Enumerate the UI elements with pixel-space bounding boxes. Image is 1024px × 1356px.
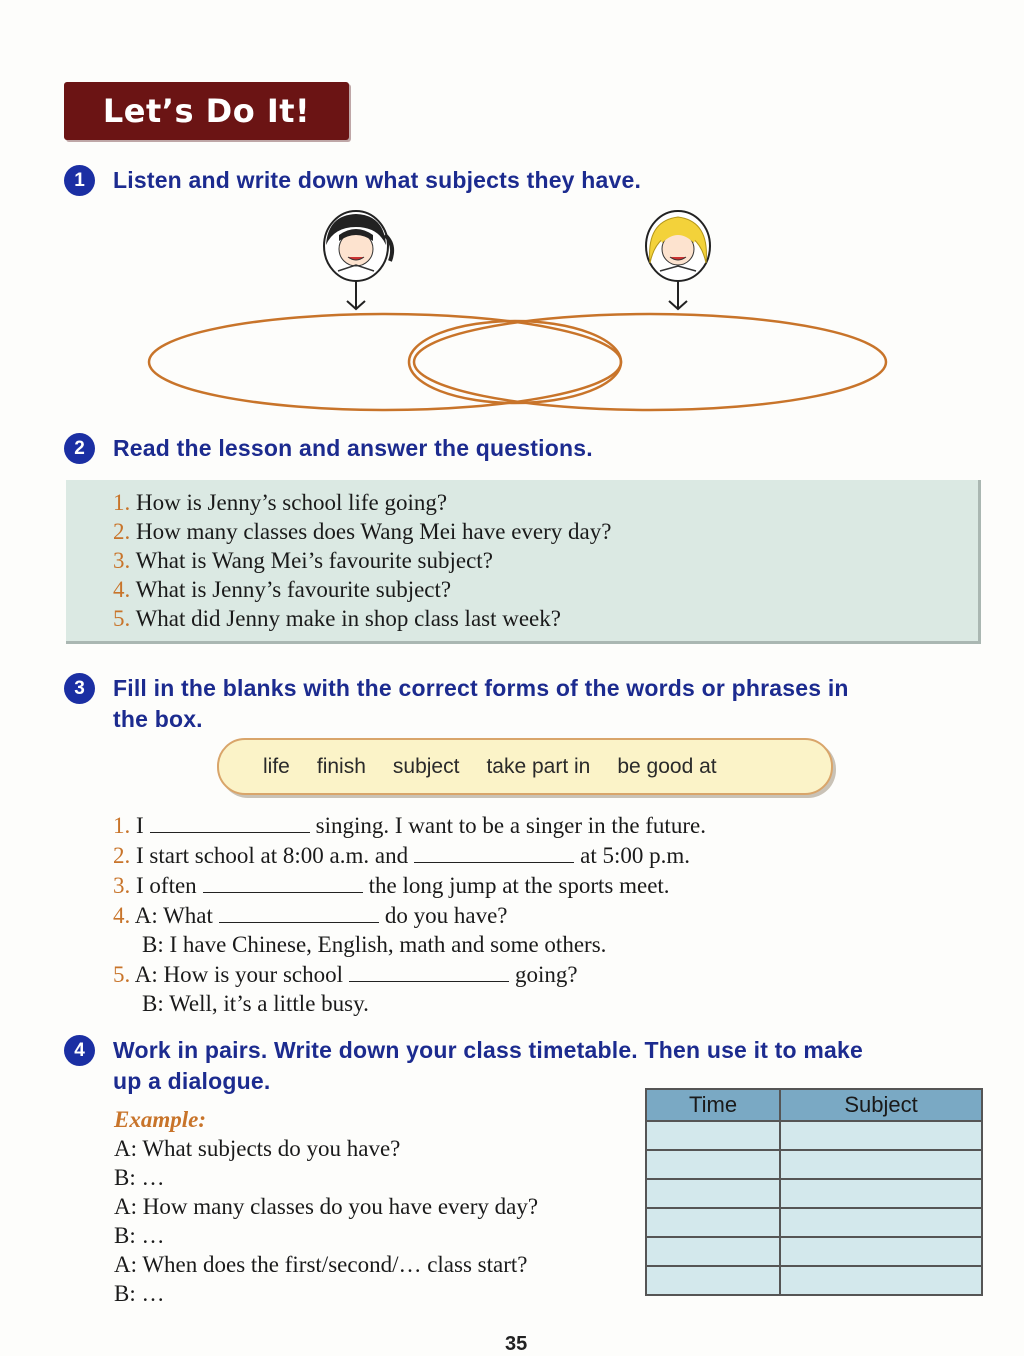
venn-left-ellipse <box>149 314 621 410</box>
example-title: Example: <box>114 1107 206 1132</box>
fill-line: B: Well, it’s a little busy. <box>142 991 369 1016</box>
dialogue-line: A: When does the first/second/… class start? <box>114 1252 528 1277</box>
fill-line: 1. I singing. I want to be a singer in the future. <box>113 810 813 840</box>
section-3-heading <box>64 673 849 735</box>
question-item: 1. How is Jenny’s school life going? <box>113 490 448 515</box>
section-4-instruction: Work in pairs. Write down your class timetable. Then use it to make up a dialogue. <box>113 1037 864 1094</box>
venn-diagram <box>140 205 900 420</box>
page-number: 35 <box>505 1333 528 1355</box>
timetable-row <box>646 1208 982 1237</box>
question-item: 2. How many classes does Wang Mei have every day? <box>113 519 612 544</box>
dialogue-line: B: … <box>114 1281 165 1306</box>
timetable-subject-cell[interactable] <box>780 1179 982 1208</box>
section-banner <box>64 82 349 140</box>
timetable-subject-cell[interactable] <box>780 1121 982 1150</box>
questions-box <box>66 480 981 644</box>
timetable-row <box>646 1179 982 1208</box>
blonde-girl-portrait-icon <box>646 211 710 281</box>
timetable-body <box>646 1121 982 1295</box>
word-option: take part in <box>486 754 591 778</box>
venn-inner-ellipse <box>409 321 621 403</box>
word-option: subject <box>392 754 460 778</box>
word-option: finish <box>316 754 366 778</box>
timetable-time-cell[interactable] <box>646 1237 780 1266</box>
girl-portrait-icon <box>324 211 392 281</box>
section-number-2: 2 <box>64 433 95 464</box>
timetable-row <box>646 1150 982 1179</box>
timetable-time-cell[interactable] <box>646 1150 780 1179</box>
timetable-time-cell[interactable] <box>646 1208 780 1237</box>
section-3-instruction: Fill in the blanks with the correct forms of the words or phrases in the box. <box>113 675 849 732</box>
answer-blank[interactable] <box>219 900 379 923</box>
question-item: 5. What did Jenny make in shop class last week? <box>113 606 561 631</box>
fill-line: 4. A: What do you have? <box>113 900 813 930</box>
answer-blank[interactable] <box>349 959 509 982</box>
word-box <box>217 738 833 795</box>
timetable-subject-cell[interactable] <box>780 1266 982 1295</box>
timetable-header-time: Time <box>646 1089 780 1121</box>
timetable-row <box>646 1266 982 1295</box>
timetable-time-cell[interactable] <box>646 1179 780 1208</box>
dialogue-line: A: How many classes do you have every day? <box>114 1194 539 1219</box>
timetable-subject-cell[interactable] <box>780 1150 982 1179</box>
timetable-row <box>646 1121 982 1150</box>
timetable-subject-cell[interactable] <box>780 1208 982 1237</box>
answer-blank[interactable] <box>150 810 310 833</box>
word-option: life <box>263 754 290 778</box>
section-1-heading <box>64 165 641 196</box>
timetable-row <box>646 1237 982 1266</box>
timetable-time-cell[interactable] <box>646 1121 780 1150</box>
section-2-instruction: Read the lesson and answer the questions. <box>113 435 593 461</box>
section-number-1: 1 <box>64 165 95 196</box>
timetable-time-cell[interactable] <box>646 1266 780 1295</box>
banner-title: Let’s Do It! <box>102 92 311 130</box>
section-number-4: 4 <box>64 1035 95 1066</box>
answer-blank[interactable] <box>203 870 363 893</box>
timetable-header-subject: Subject <box>780 1089 982 1121</box>
dialogue-line: B: … <box>114 1223 165 1248</box>
dialogue-line: B: … <box>114 1165 165 1190</box>
fill-line: 3. I often the long jump at the sports meet. <box>113 870 813 900</box>
question-item: 4. What is Jenny’s favourite subject? <box>113 577 452 602</box>
venn-right-ellipse <box>414 314 886 410</box>
section-2-heading <box>64 433 593 464</box>
answer-blank[interactable] <box>414 840 574 863</box>
fill-line: 5. A: How is your school going? <box>113 959 813 989</box>
question-list <box>66 480 978 633</box>
timetable <box>645 1088 983 1296</box>
fill-in-exercise <box>113 810 813 1018</box>
dialogue-line: A: What subjects do you have? <box>114 1136 401 1161</box>
question-item: 3. What is Wang Mei’s favourite subject? <box>113 548 493 573</box>
fill-line: 2. I start school at 8:00 a.m. and at 5:00 p.m. <box>113 840 813 870</box>
fill-line: B: I have Chinese, English, math and some others. <box>142 932 607 957</box>
word-option: be good at <box>617 754 717 778</box>
section-1-instruction: Listen and write down what subjects they have. <box>113 167 642 193</box>
example-dialogue <box>114 1105 634 1308</box>
section-number-3: 3 <box>64 673 95 704</box>
timetable-subject-cell[interactable] <box>780 1237 982 1266</box>
